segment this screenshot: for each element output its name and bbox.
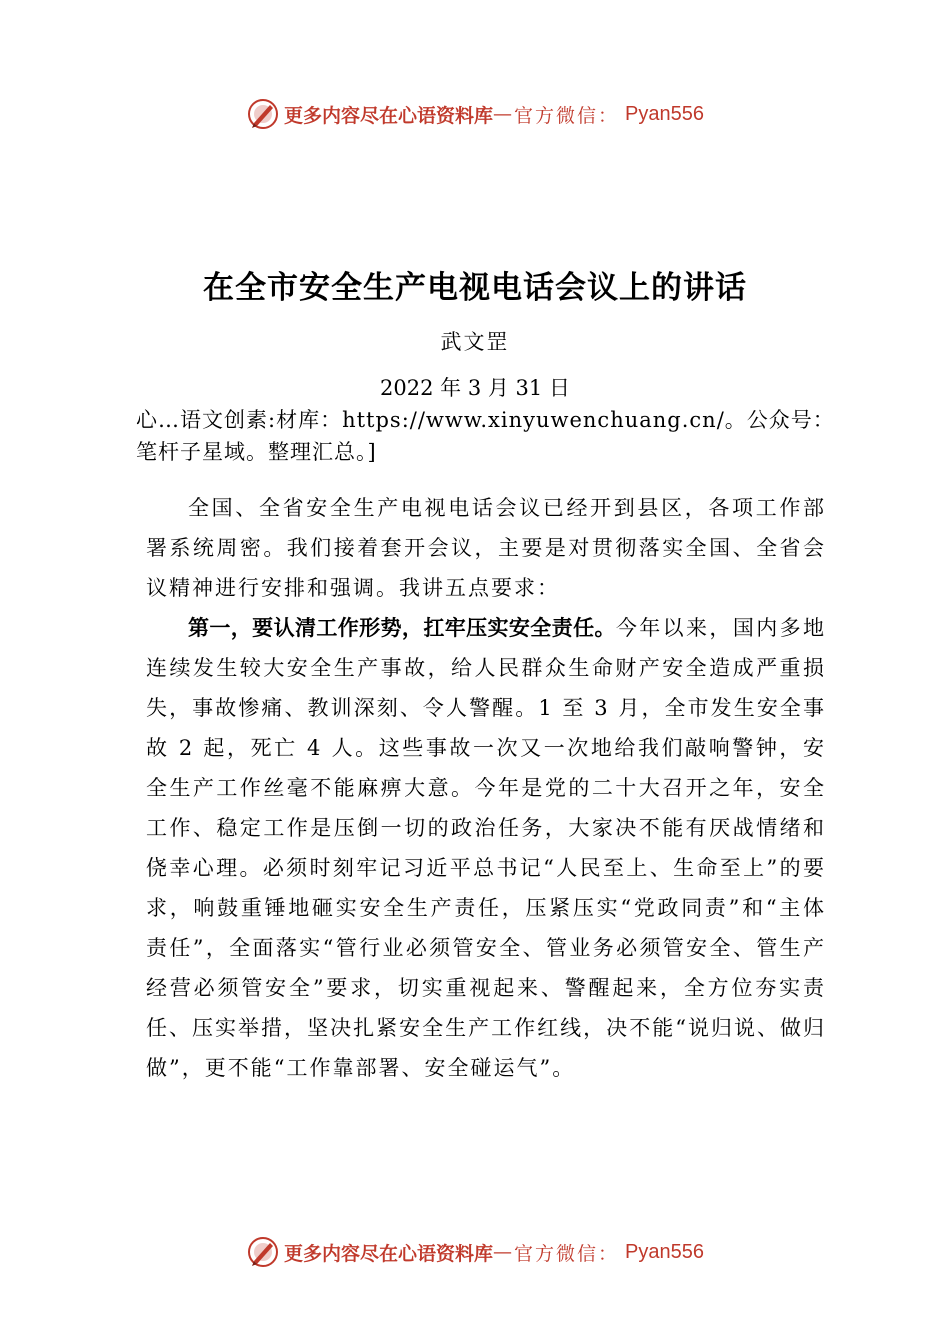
paragraph-text: 今年以来，国内多地连续发生较大安全生产事故，给人民群众生命财产安全造成严重损失，事故惨痛、教训深刻、令人警醒。1 至 3 月，全市发生安全事故 2 起，死亡 4 人。这些事故一次又一次地给我们敲响警钟，安全生产工作丝毫不能麻痹大意。今年是党的二十大召开之年，安全工作、稳定工作是压倒一切的政治任务，大家决不能有厌战情绪和侥幸心理。必须时刻牢记习近平总书记“人民至上、生命至上”的要求，响鼓重锤地砸实安全生产责任，压紧压实“党政同责”和“主体责任”，全面落实“管行业必须管安全、管业务必须管安全、管生产经营必须管安全”要求，切实重视起来、警醒起来，全方位夯实责任、压实举措，坚决扎紧安全生产工作红线，决不能“说归说、做归做”，更不能“工作靠部署、安全碰运气”。	[146, 616, 827, 1080]
pen-logo-icon	[246, 1235, 280, 1269]
paragraph-first-point	[146, 608, 826, 1088]
footer-banner	[0, 1232, 950, 1272]
banner-slogan: 更多内容尽在心语资料库	[284, 104, 494, 127]
banner-wechat-label: 官方微信：	[514, 104, 620, 127]
banner-wechat-id: Pyan556	[625, 1240, 704, 1263]
banner-dash: —	[493, 1241, 513, 1263]
banner-wechat-id: Pyan556	[625, 102, 704, 125]
pen-logo-icon	[246, 97, 280, 131]
banner-slogan: 更多内容尽在心语资料库	[284, 1242, 494, 1265]
document-body	[146, 488, 826, 1088]
document-date: 2022 年 3 月 31 日	[380, 376, 570, 400]
document-title: 在全市安全生产电视电话会议上的讲话	[203, 270, 747, 306]
document-author: 武文罡	[440, 330, 510, 354]
paragraph-heading: 第一，要认清工作形势，扛牢压实安全责任。	[188, 616, 616, 640]
header-banner	[0, 94, 950, 134]
source-note: 心…语文创素:材库：https://www.xinyuwenchuang.cn/。公众号：笔杆子星域。整理汇总。]	[136, 408, 835, 464]
paragraph-intro: 全国、全省安全生产电视电话会议已经开到县区，各项工作部署系统周密。我们接着套开会议，主要是对贯彻落实全国、全省会议精神进行安排和强调。我讲五点要求：	[146, 496, 826, 600]
banner-dash: —	[493, 103, 513, 125]
banner-wechat-label: 官方微信：	[514, 1242, 620, 1265]
